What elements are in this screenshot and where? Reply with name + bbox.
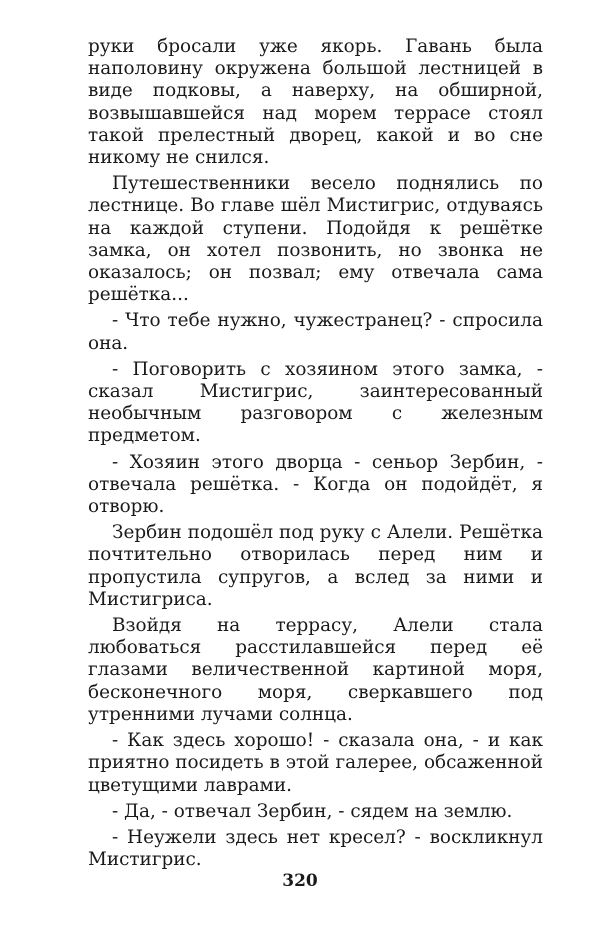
page-number: 320 (282, 871, 318, 891)
paragraph-5: - Хозяин этого дворца - сеньор Зербин, - отвечала решётка. - Когда он подойдёт, я отворю. (88, 451, 543, 518)
paragraph-6: Зербин подошёл под руку с Алели. Решётка почтительно отворилась перед ним и пропустила супругов, а вслед за ними и Мистигриса. (88, 522, 543, 610)
paragraph-4: - Поговорить с хозяином этого замка, - сказал Мистигрис, заинтересованный необычным разговором с железным предметом. (88, 358, 543, 447)
paragraph-7: Взойдя на террасу, Алели стала любоваться расстилавшейся перед её глазами величественной картиной моря, бесконечного моря, сверкавшего под утренними лучами солнца. (88, 615, 543, 725)
paragraph-3: - Что тебе нужно, чужестранец? - спросила она. (88, 310, 543, 354)
paragraph-2: Путешественники весело поднялись по лестнице. Во главе шёл Мистигрис, отдуваясь на каждой ступени. Подойдя к решётке замка, он хотел позвонить, но звонка не оказалось; он позвал; ему отвечала сама решётка... (88, 173, 543, 306)
paragraph-1: руки бросали уже якорь. Гавань была наполовину окружена большой лестницей в виде подковы, а наверху, на обширной, возвышавшейся над морем террасе стоял такой прелестный дворец, какой и во сне никому не снился. (88, 36, 543, 169)
paragraph-8: - Как здесь хорошо! - сказала она, - и как приятно посидеть в этой галерее, обсаженной цветущими лаврами. (88, 730, 543, 796)
body-text (88, 36, 543, 875)
paragraph-10: - Неужели здесь нет кресел? - воскликнул Мистигрис. (88, 826, 543, 871)
paragraph-9: - Да, - отвечал Зербин, - сядем на землю. (112, 800, 513, 822)
